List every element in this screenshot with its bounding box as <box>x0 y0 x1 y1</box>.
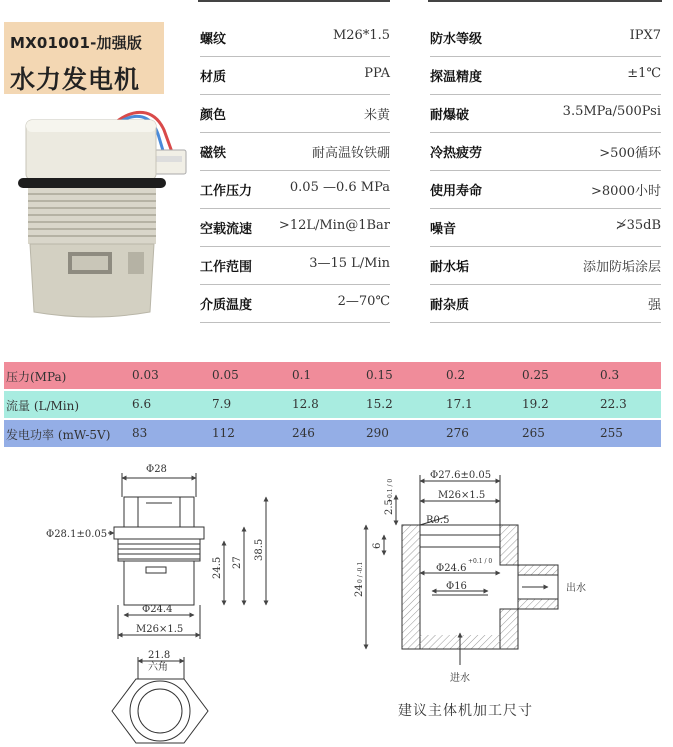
spec-value: M26*1.5 <box>332 28 390 43</box>
spec-label: 空载流速 <box>200 222 253 237</box>
dim-dia-top: Φ28 <box>146 464 167 475</box>
table-cell: 7.9 <box>212 397 232 411</box>
spec-value: 3.5MPa/500Psi <box>562 104 661 119</box>
table-cell: 276 <box>446 426 469 440</box>
table-cell: 0.25 <box>522 368 549 382</box>
table-cell: 22.3 <box>600 397 627 411</box>
dim-housing-top-tol: +0.1 / 0 <box>387 478 394 503</box>
row-header: 流量 (L/Min) <box>6 399 80 413</box>
spec-row <box>200 284 390 323</box>
table-cell: 0.3 <box>600 368 620 382</box>
table-cell: 246 <box>292 426 315 440</box>
spec-value: ≯35dB <box>615 218 661 233</box>
table-cell: 0.05 <box>212 368 239 382</box>
dim-h3: 38.5 <box>254 538 265 561</box>
spec-label: 工作压力 <box>200 184 253 199</box>
spec-value: 3—15 L/Min <box>309 256 390 271</box>
dim-housing-thread: M26×1.5 <box>438 490 486 501</box>
spec-row <box>430 170 661 209</box>
model-number: MX01001-加强版 <box>10 34 143 52</box>
spec-value: ±1℃ <box>627 66 661 81</box>
table-cell: 255 <box>600 426 623 440</box>
spec-top-line <box>198 0 390 2</box>
product-name: 水力发电机 <box>10 65 141 94</box>
dim-housing-6: 6 <box>372 542 383 549</box>
spec-label: 探温精度 <box>430 70 483 85</box>
row-header: 压力(MPa) <box>6 370 67 384</box>
dim-housing-dia-top: Φ27.6±0.05 <box>430 470 492 481</box>
spec-label: 冷热疲劳 <box>430 146 483 161</box>
spec-value: >500循环 <box>599 146 661 161</box>
spec-value: >12L/Min@1Bar <box>278 218 390 233</box>
spec-row <box>200 208 390 247</box>
spec-row <box>430 246 661 285</box>
spec-row <box>430 18 661 57</box>
spec-label: 耐水垢 <box>430 260 470 275</box>
dim-dia-flange: Φ28.1±0.05 <box>46 529 108 540</box>
spec-value: 耐高温钕铁硼 <box>311 146 390 161</box>
table-cell: 6.6 <box>132 397 152 411</box>
dim-housing-top: 2.5 <box>384 499 395 515</box>
table-cell: 0.1 <box>292 368 312 382</box>
spec-value: PPA <box>364 66 390 81</box>
spec-label: 工作范围 <box>200 260 253 275</box>
dim-housing-24: 24 <box>354 584 365 597</box>
row-header: 发电功率 (mW-5V) <box>6 428 111 442</box>
table-cell: 0.03 <box>132 368 159 382</box>
power-row <box>4 420 661 447</box>
dim-housing-24-tol: 0 / -0.1 <box>357 561 364 583</box>
table-cell: 265 <box>522 426 545 440</box>
dim-thread: M26×1.5 <box>136 624 184 635</box>
table-cell: 17.1 <box>446 397 473 411</box>
spec-value: 强 <box>647 298 661 313</box>
dim-housing-dia-inner: Φ16 <box>446 581 467 592</box>
table-cell: 290 <box>366 426 389 440</box>
dim-housing-dia-mid-tol: +0.1 / 0 <box>468 558 493 565</box>
spec-label: 颜色 <box>200 108 227 123</box>
table-cell: 112 <box>212 426 235 440</box>
spec-value: 添加防垢涂层 <box>582 260 661 275</box>
dim-h1: 24.5 <box>212 556 223 579</box>
table-cell: 83 <box>132 426 148 440</box>
spec-top-line <box>428 0 662 2</box>
dim-radius: R0.5 <box>426 515 450 526</box>
spec-value: 2—70℃ <box>337 294 390 309</box>
spec-label: 使用寿命 <box>430 184 483 199</box>
product-photo <box>4 100 192 330</box>
spec-label: 噪音 <box>430 222 457 237</box>
table-cell: 0.2 <box>446 368 466 382</box>
pressure-row <box>4 362 661 389</box>
spec-row <box>430 208 661 247</box>
spec-row <box>200 94 390 133</box>
spec-row <box>200 246 390 285</box>
spec-value: IPX7 <box>629 28 661 43</box>
outlet-label: 出水 <box>566 583 586 594</box>
spec-label: 磁铁 <box>200 146 227 161</box>
table-cell: 12.8 <box>292 397 319 411</box>
spec-value: 0.05 —0.6 MPa <box>289 180 390 195</box>
drawing-caption: 建议主体机加工尺寸 <box>398 703 533 719</box>
spec-row <box>200 18 390 57</box>
dim-hex-size: 21.8 <box>148 650 171 661</box>
spec-row <box>430 94 661 133</box>
dim-housing-dia-mid: Φ24.6 <box>436 563 467 574</box>
dim-h2: 27 <box>232 556 243 569</box>
spec-row <box>200 132 390 171</box>
spec-label: 防水等级 <box>430 32 483 47</box>
technical-drawings <box>0 455 673 747</box>
inlet-label: 进水 <box>450 673 470 684</box>
spec-row <box>430 56 661 95</box>
dim-dia-bottom: Φ24.4 <box>142 604 173 615</box>
spec-label: 介质温度 <box>200 298 253 313</box>
spec-row <box>430 132 661 171</box>
table-cell: 19.2 <box>522 397 549 411</box>
table-cell: 15.2 <box>366 397 393 411</box>
title-block <box>4 22 164 94</box>
spec-label: 耐杂质 <box>430 298 470 313</box>
spec-row <box>200 56 390 95</box>
spec-value: >8000小时 <box>591 184 661 199</box>
generator-side-view <box>108 473 266 639</box>
table-cell: 0.15 <box>366 368 393 382</box>
spec-row <box>200 170 390 209</box>
flow-row <box>4 391 661 418</box>
spec-label: 材质 <box>200 70 227 85</box>
spec-row <box>430 284 661 323</box>
spec-label: 耐爆破 <box>430 108 470 123</box>
spec-value: 米黄 <box>363 108 390 123</box>
dim-hex-label: 六角 <box>148 662 168 673</box>
spec-label: 螺纹 <box>200 32 227 47</box>
